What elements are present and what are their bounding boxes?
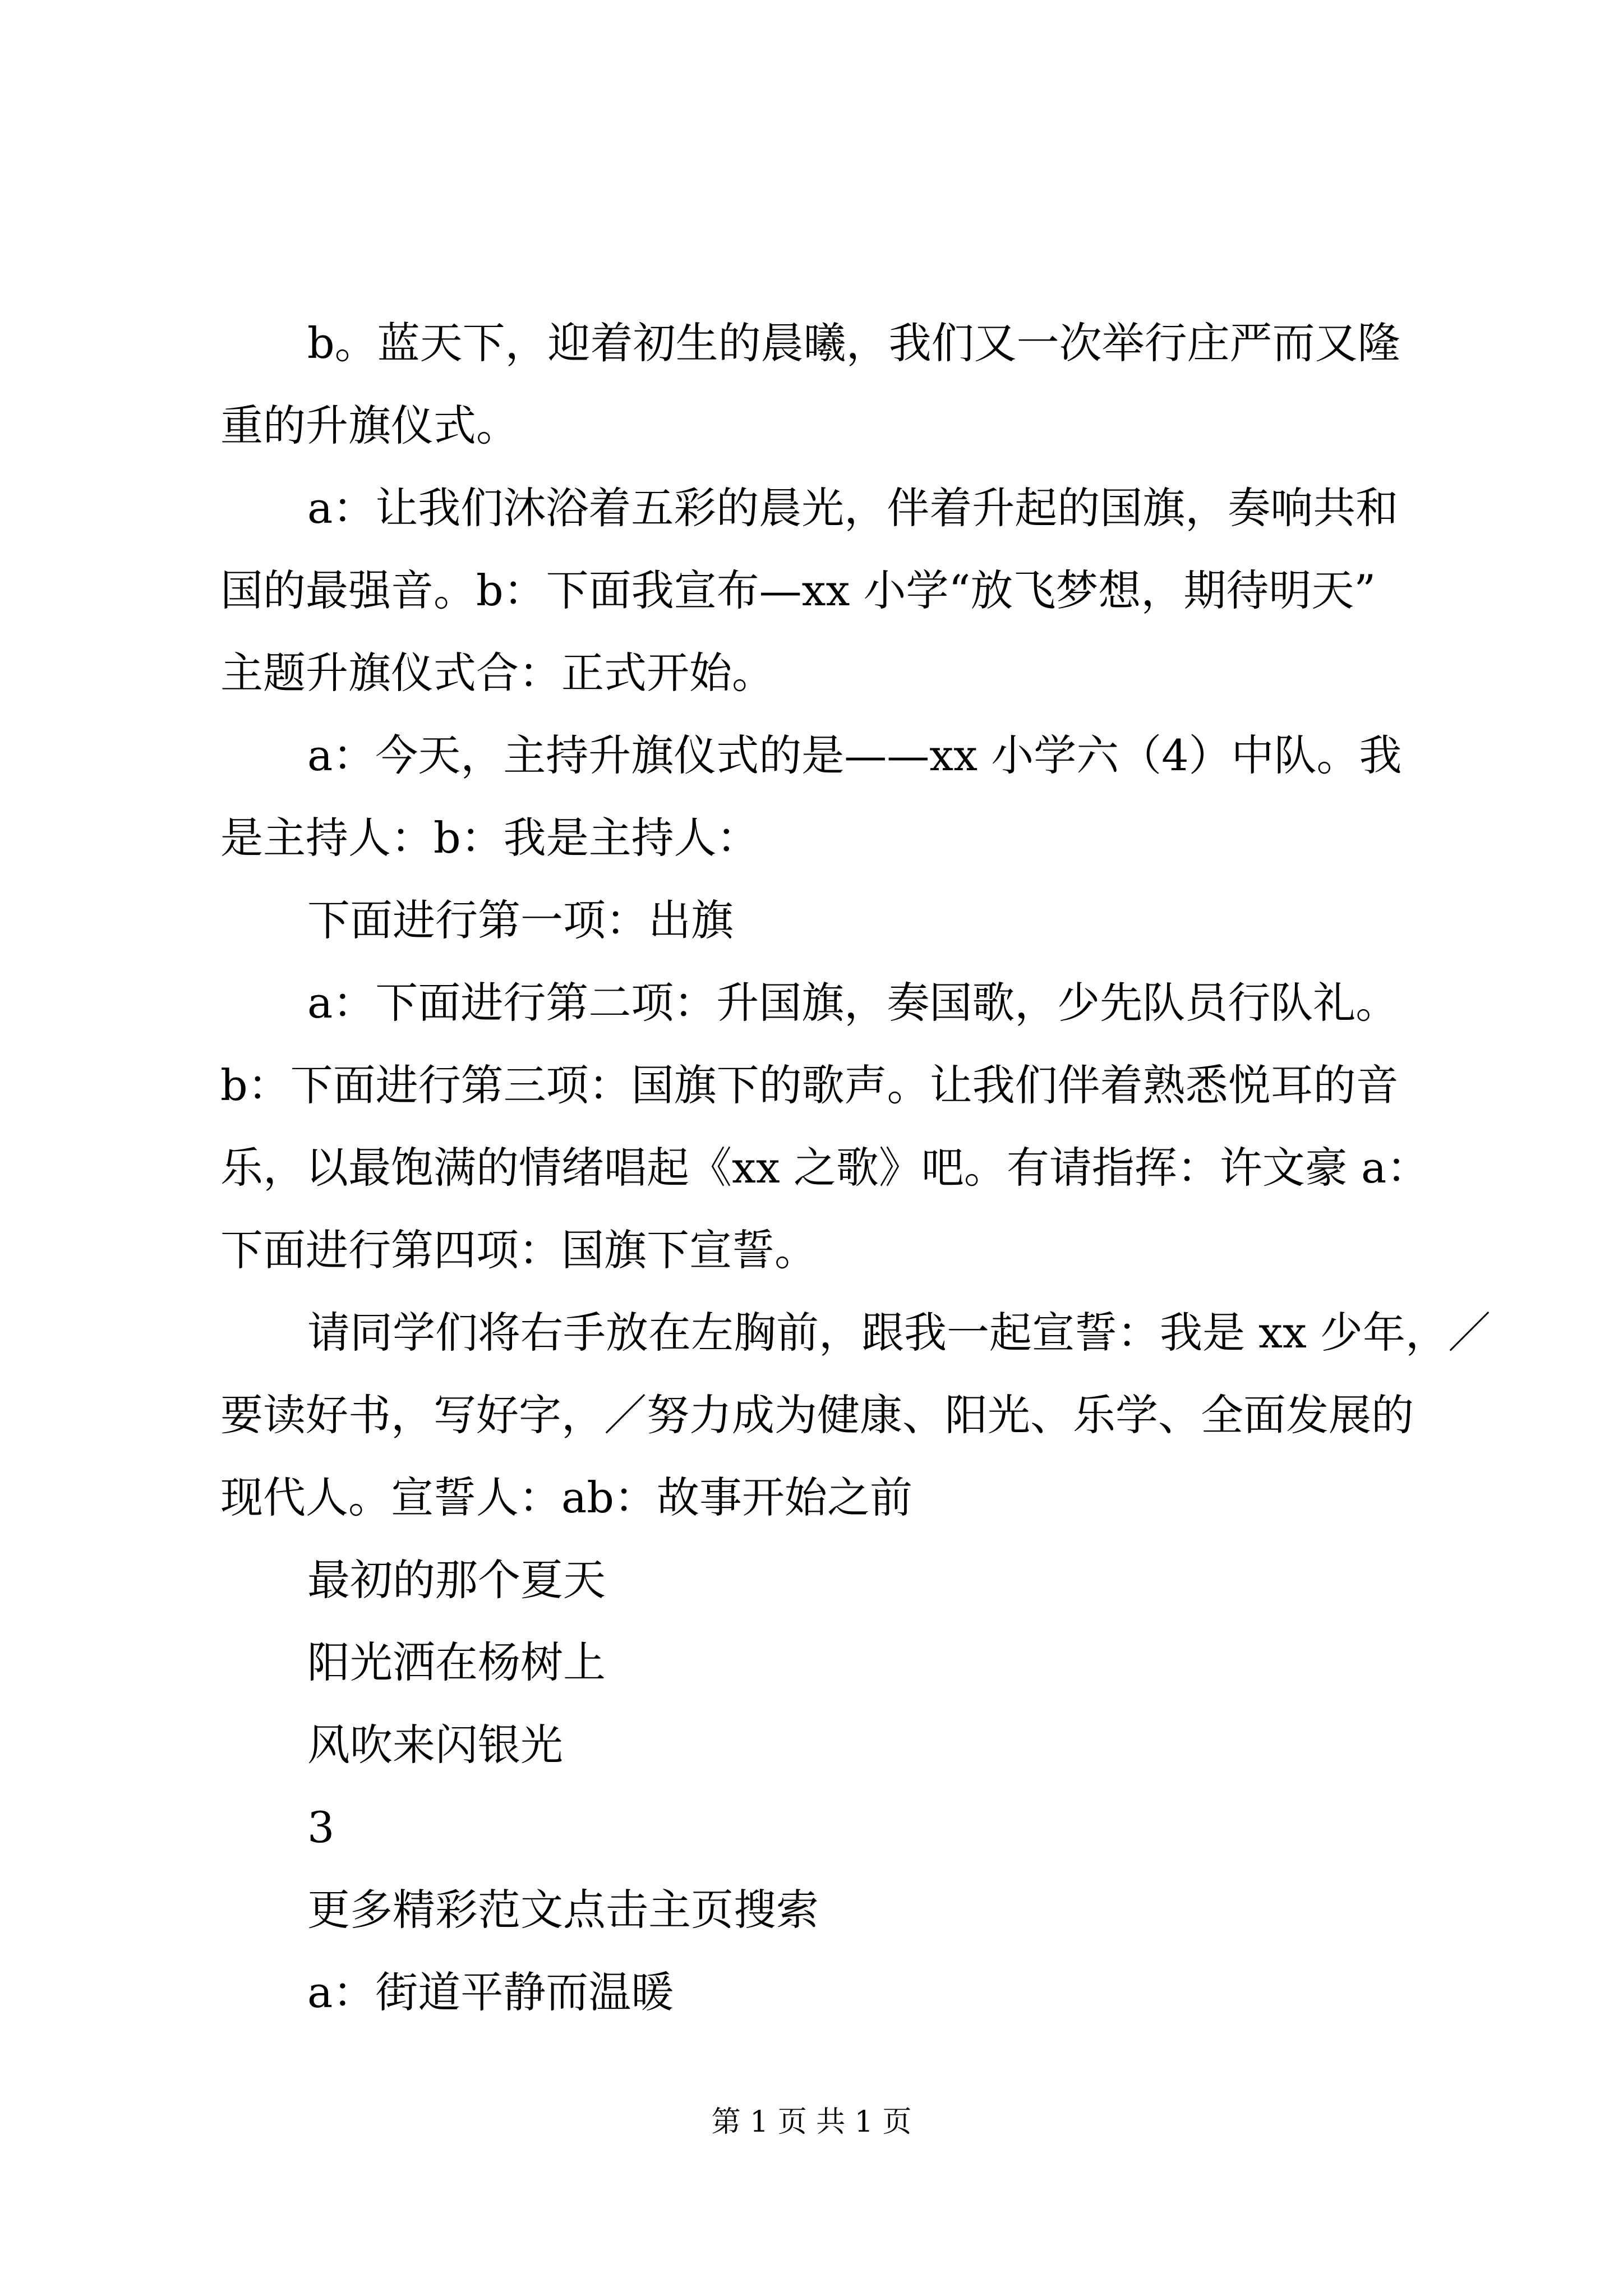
text-line: 重的升旗仪式。 — [220, 401, 519, 450]
text-line: 下面进行第一项：出旗 — [307, 895, 734, 945]
text-line: 下面进行第四项：国旗下宣誓。 — [220, 1225, 817, 1275]
text-line: 请同学们将右手放在左胸前，跟我一起宣誓：我是 xx 少年，／ — [307, 1308, 1491, 1358]
text-line: 主题升旗仪式合：正式开始。 — [220, 648, 774, 698]
text-line: 风吹来闪银光 — [307, 1720, 563, 1770]
text-line: 要读好书，写好字，／努力成为健康、阳光、乐学、全面发展的 — [220, 1390, 1414, 1440]
text-line: 阳光洒在杨树上 — [307, 1637, 606, 1687]
text-line: 乐，以最饱满的情绪唱起《xx 之歌》吧。有请指挥：许文豪 a： — [220, 1143, 1430, 1193]
text-line: 是主持人：b：我是主持人： — [220, 813, 759, 863]
text-line: a：今天，主持升旗仪式的是——xx 小学六（4）中队。我 — [307, 730, 1402, 780]
text-line: a：下面进行第二项：升国旗，奏国歌，少先队员行队礼。 — [307, 978, 1399, 1028]
page-footer: 第 1 页 共 1 页 — [711, 2105, 912, 2139]
text-line: b。蓝天下，迎着初生的晨曦，我们又一次举行庄严而又隆 — [307, 318, 1400, 368]
text-line: a：让我们沐浴着五彩的晨光，伴着升起的国旗，奏响共和 — [307, 483, 1399, 533]
text-line: 更多精彩范文点击主页搜索 — [307, 1885, 819, 1935]
text-line: 3 — [307, 1802, 335, 1852]
text-line: a：街道平静而温暖 — [307, 1967, 674, 2017]
text-line: b：下面进行第三项：国旗下的歌声。让我们伴着熟悉悦耳的音 — [220, 1060, 1399, 1110]
text-line: 最初的那个夏天 — [307, 1555, 606, 1605]
text-line: 国的最强音。b：下面我宣布—xx 小学“放飞梦想，期待明天” — [220, 565, 1376, 615]
text-line: 现代人。宣誓人：ab：故事开始之前 — [220, 1473, 912, 1522]
document-body — [220, 302, 1491, 2033]
